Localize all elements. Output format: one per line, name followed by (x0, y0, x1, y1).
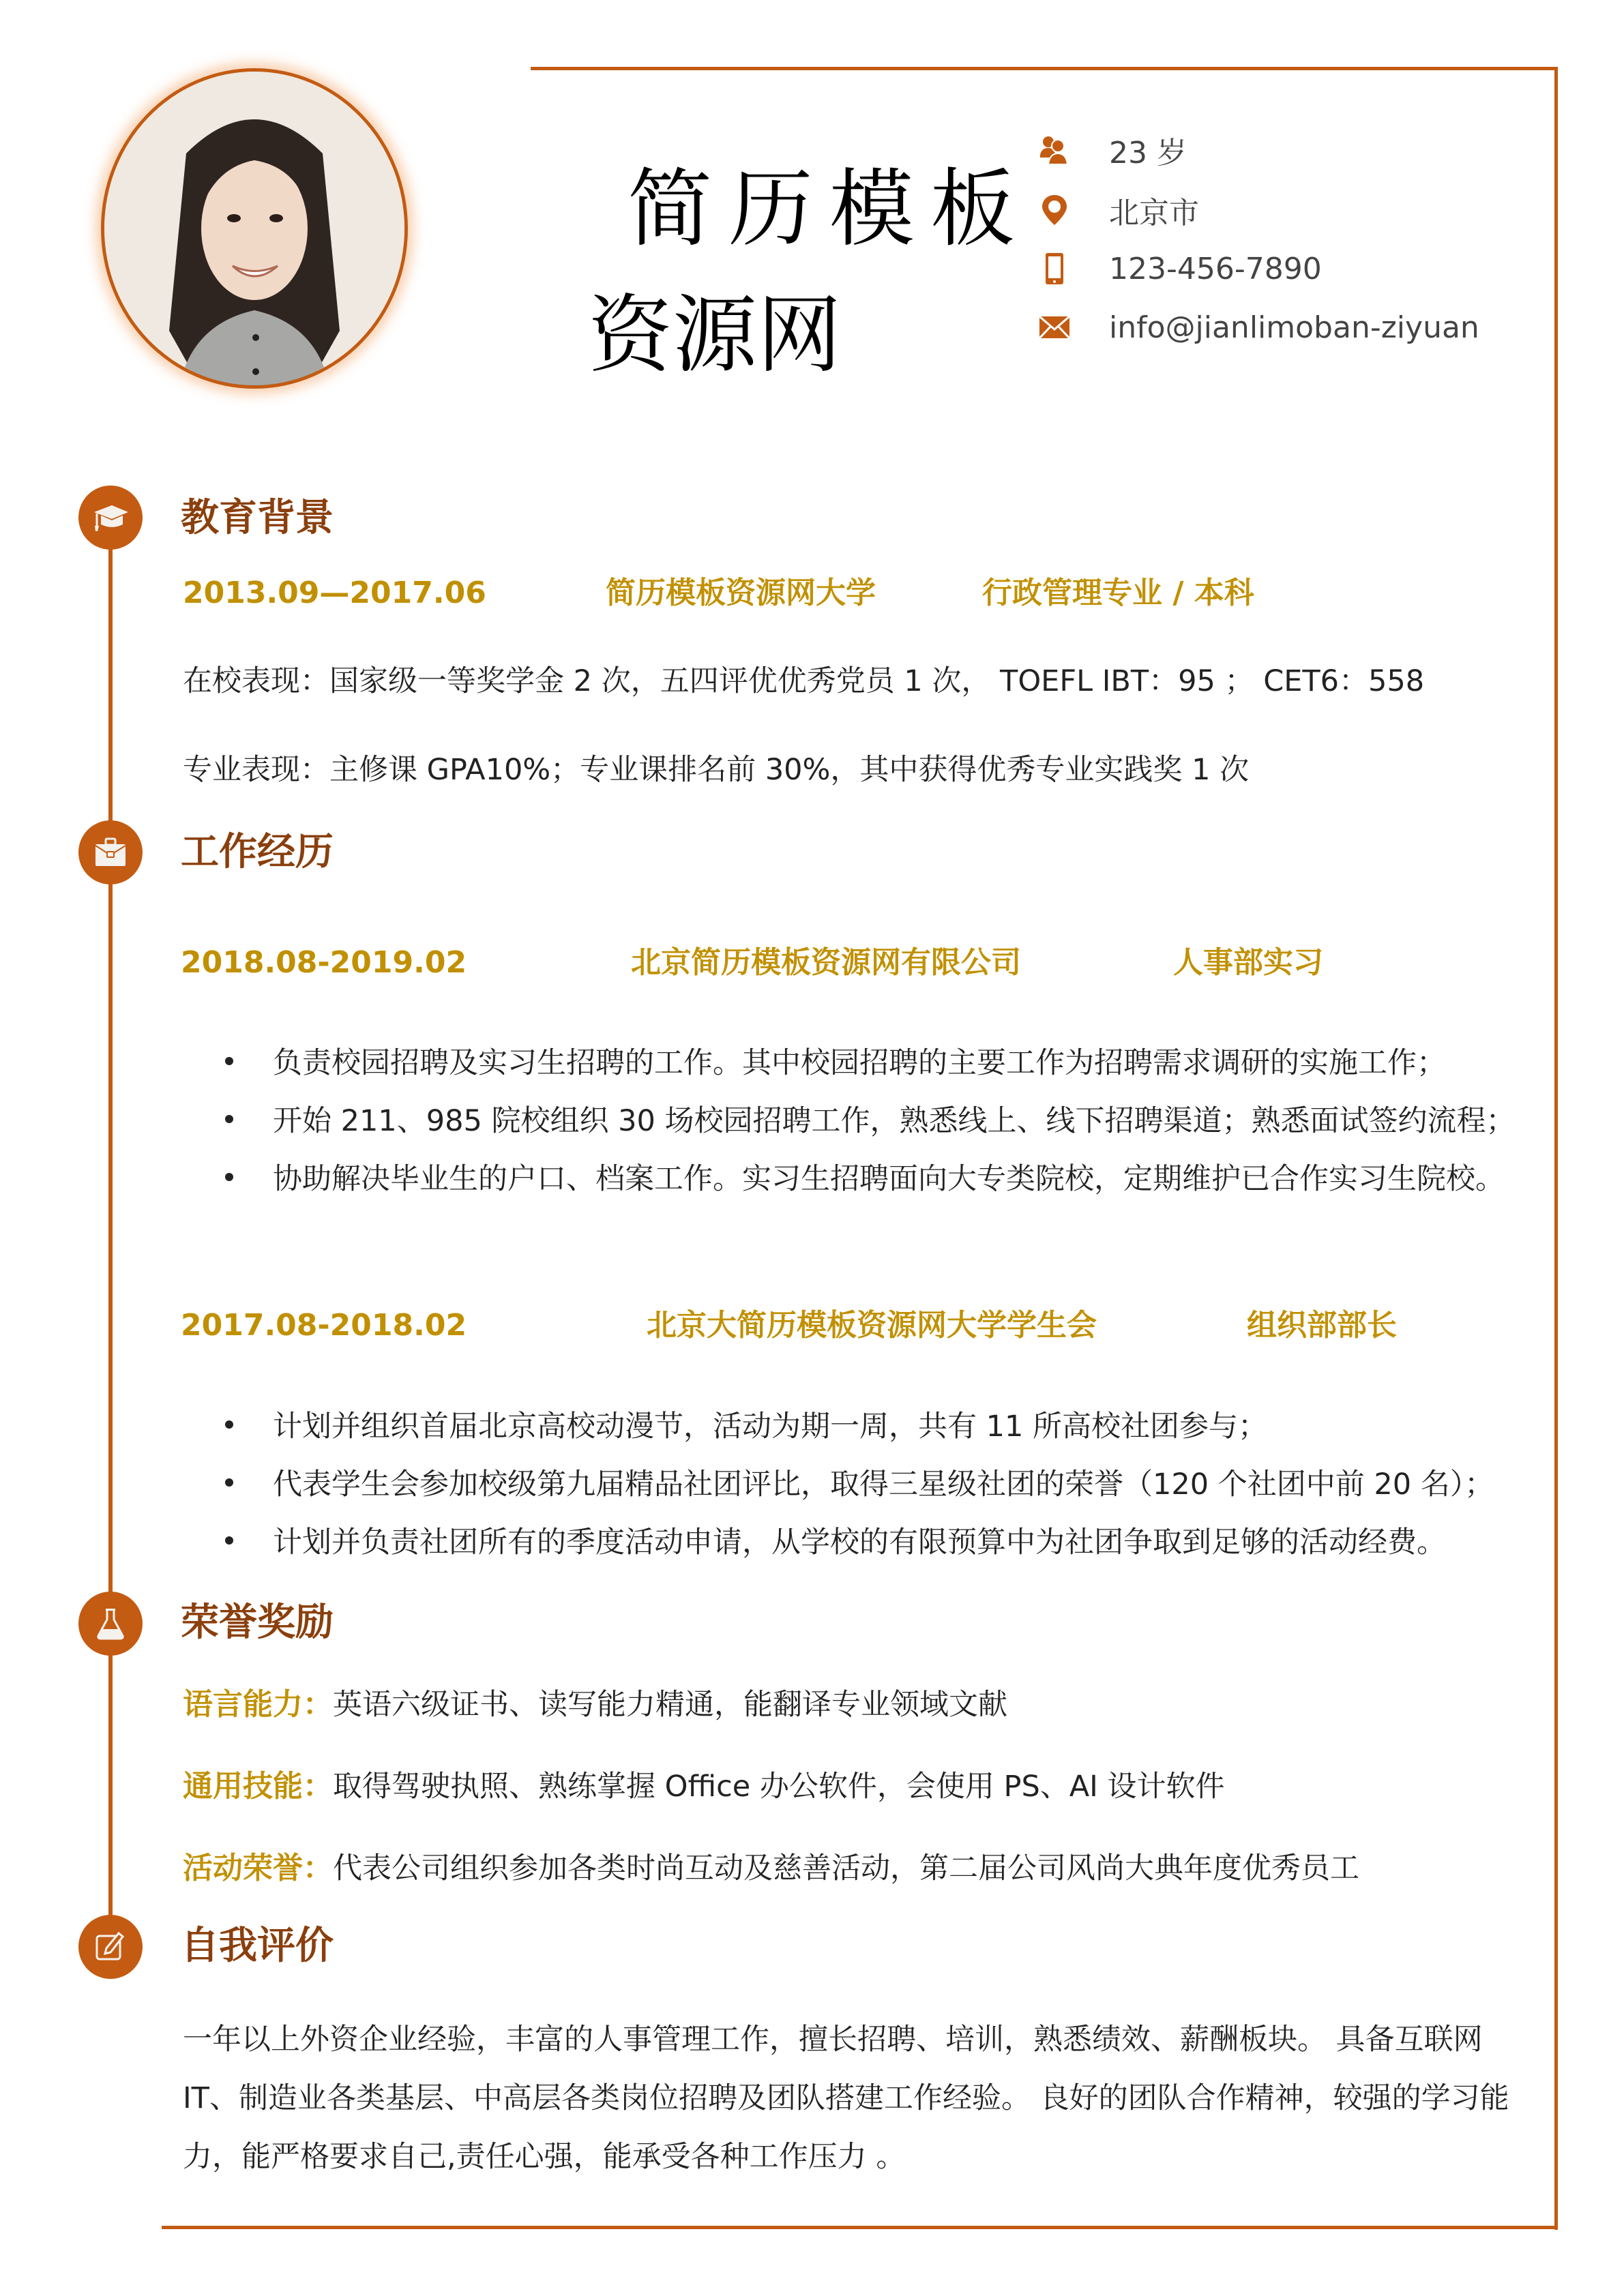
job2-company: 北京大简历模板资源网大学学生会 (647, 1308, 1097, 1343)
contact-phone (1037, 248, 1322, 289)
resume-title-line1: 简历模板 (628, 160, 1032, 258)
contact-age (1037, 130, 1187, 170)
job1-bullet-3: 协助解决毕业生的户口、档案工作。实习生招聘面向大专类院校，定期维护已合作实习生院校。 (225, 1156, 1505, 1197)
education-line-campus: 在校表现：国家级一等奖学金 2 次，五四评优优秀党员 1 次， TOEFL IBT：95 ； CET6：558 (183, 664, 1425, 698)
contact-email (1037, 307, 1479, 348)
phone-text[interactable]: 123-456-7890 (1109, 251, 1322, 286)
frame-top-border (531, 67, 1558, 70)
education-line-major: 专业表现：主修课 GPA10%；专业课排名前 30%，其中获得优秀专业实践奖 1 次 (183, 753, 1250, 787)
email-text[interactable]: info@jianlimoban-ziyuan (1109, 310, 1479, 345)
profile-photo (101, 68, 408, 389)
bullet-dot (225, 1057, 233, 1065)
bullet-dot (225, 1173, 233, 1181)
location-icon (1037, 192, 1072, 228)
person-icon (1037, 132, 1072, 168)
self-eval-text: 一年以上外资企业经验，丰富的人事管理工作，擅长招聘、培训，熟悉绩效、薪酬板块。 具备互联网 IT、制造业各类基层、中高层各类岗位招聘及团队搭建工作经验。 良好的团队合作精神，较强的学习能力，能严格要求自己,责任心强，能承受各种工作压力 。 (183, 2023, 1509, 2174)
graduation-cap-icon (78, 486, 143, 550)
edit-icon (78, 1915, 143, 1979)
job2-bullet-1: 计划并组织首届北京高校动漫节，活动为期一周，共有 11 所高校社团参与； (225, 1403, 1267, 1445)
job1-period: 2018.08-2019.02 (181, 945, 467, 980)
bullet-dot (225, 1420, 233, 1429)
briefcase-icon (78, 820, 143, 884)
email-icon (1037, 310, 1072, 345)
portrait-illustration (104, 72, 404, 385)
resume-title-line2: 资源网 (588, 286, 842, 385)
age-text: 23 岁 (1109, 136, 1187, 170)
honor-skills: 通用技能：取得驾驶执照、熟练掌握 Office 办公软件，会使用 PS、AI 设计软件 (183, 1769, 1225, 1804)
contact-location (1037, 190, 1199, 230)
section-title-honors: 荣誉奖励 (181, 1600, 334, 1645)
bullet-dot (225, 1536, 233, 1545)
timeline-line (108, 518, 113, 1947)
honor-language: 语言能力：英语六级证书、读写能力精通，能翻译专业领域文献 (183, 1687, 1007, 1722)
job2-period: 2017.08-2018.02 (181, 1308, 467, 1343)
job1-bullet-1: 负责校园招聘及实习生招聘的工作。其中校园招聘的主要工作为招聘需求调研的实施工作； (225, 1040, 1446, 1082)
job2-bullet-2: 代表学生会参加校级第九届精品社团评比，取得三星级社团的荣誉（120 个社团中前 20 名）； (225, 1461, 1494, 1503)
job1-bullet-2: 开始 211、985 院校组织 30 场校园招聘工作，熟悉线上、线下招聘渠道；熟悉面试签约流程； (225, 1098, 1516, 1139)
frame-bottom-border (162, 2226, 1558, 2229)
frame-right-border (1554, 67, 1558, 2230)
honor-activity: 活动荣誉：代表公司组织参加各类时尚互动及慈善活动，第二届公司风尚大典年度优秀员工 (183, 1851, 1359, 1885)
job2-bullet-3: 计划并负责社团所有的季度活动申请，从学校的有限预算中为社团争取到足够的活动经费。 (225, 1519, 1446, 1561)
section-title-self-eval: 自我评价 (181, 1924, 334, 1968)
bullet-dot (225, 1478, 233, 1487)
flask-icon (78, 1592, 143, 1656)
education-period: 2013.09—2017.06 (183, 576, 486, 610)
bullet-dot (225, 1115, 233, 1123)
job1-role: 人事部实习 (1173, 945, 1323, 980)
section-title-work: 工作经历 (181, 830, 334, 874)
education-major: 行政管理专业 / 本科 (982, 576, 1254, 610)
location-text: 北京市 (1109, 196, 1199, 230)
education-school: 简历模板资源网大学 (606, 576, 876, 610)
job2-role: 组织部部长 (1247, 1308, 1397, 1343)
section-title-education: 教育背景 (181, 496, 334, 540)
job1-company: 北京简历模板资源网有限公司 (631, 945, 1021, 980)
phone-icon (1037, 251, 1072, 286)
